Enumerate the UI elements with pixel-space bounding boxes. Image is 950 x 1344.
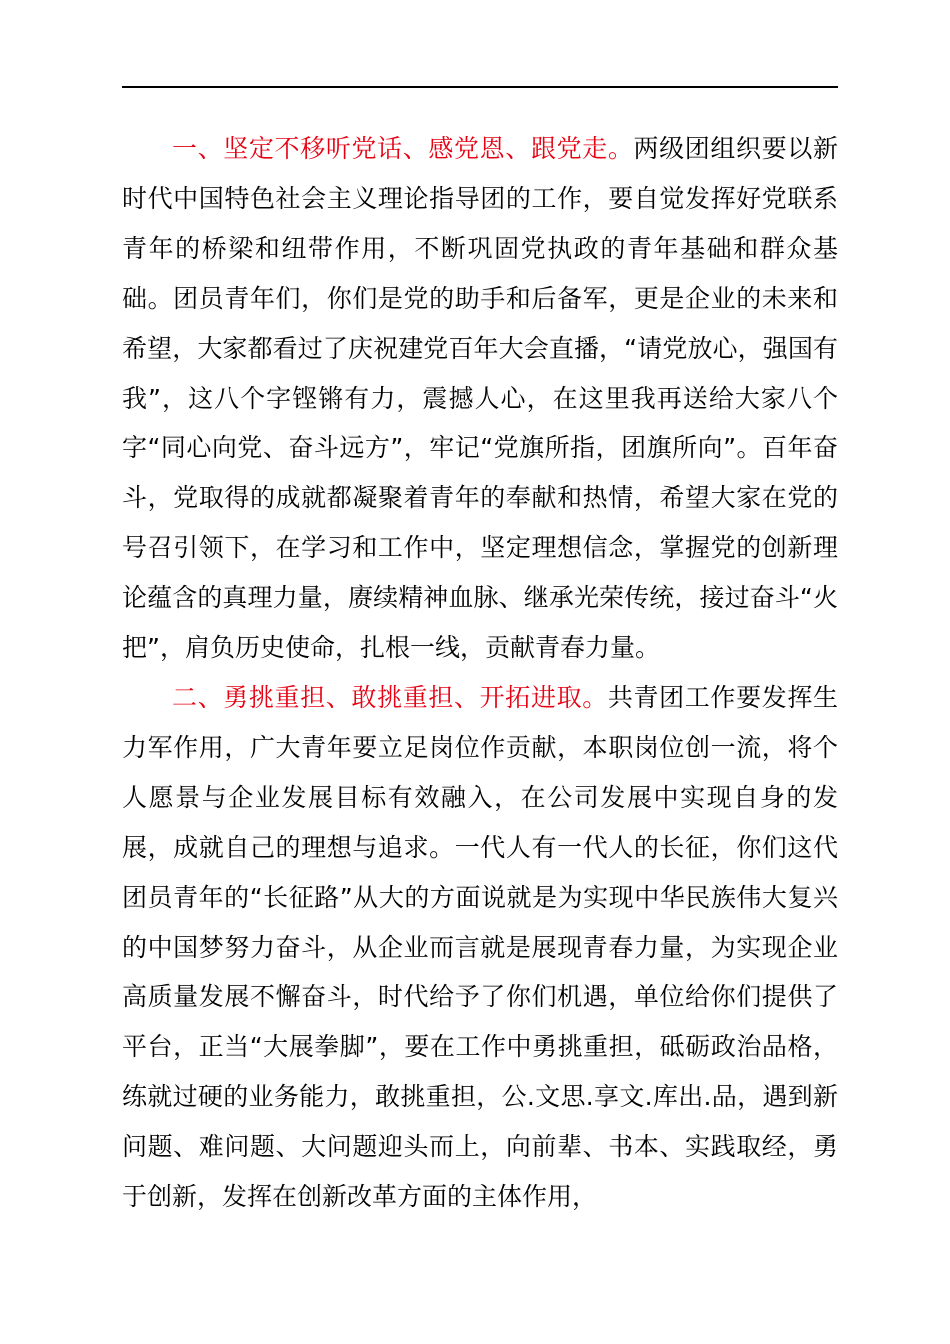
paragraph-2-heading: 二、勇挑重担、敢挑重担、开拓进取。	[172, 682, 608, 712]
paragraph-1-heading: 一、坚定不移听党话、感党恩、跟党走。	[172, 134, 634, 163]
header-rule	[122, 86, 838, 88]
paragraph-2-text: 共青团工作要发挥生力军作用，广大青年要立足岗位作贡献，本职岗位创一流，将个人愿景与企业发展目标有效融入，在公司发展中实现自身的发展，成就自己的理想与追求。一代人有一代人的长征，你们这代团员青年的“长征路”从大的方面说就是为实现中华民族伟大复兴的中国梦努力奋斗，从企业而言就是展现青春力量，为实现企业高质量发展不懈奋斗，时代给予了你们机遇，单位给你们提供了平台，正当“大展拳脚”，要在工作中勇挑重担，砥砺政治品格，练就过硬的业务能力，敢挑重担，公.文思.享文.库出.品，遇到新问题、难问题、大问题迎头而上，向前辈、书本、实践取经，勇于创新，发挥在创新改革方面的主体作用，	[122, 682, 838, 1212]
document-body	[122, 124, 838, 1222]
paragraph-1	[122, 124, 838, 673]
paragraph-2	[122, 673, 838, 1222]
paragraph-1-text: 两级团组织要以新时代中国特色社会主义理论指导团的工作，要自觉发挥好党联系青年的桥梁和纽带作用，不断巩固党执政的青年基础和群众基础。团员青年们，你们是党的助手和后备军，更是企业的未来和希望，大家都看过了庆祝建党百年大会直播，“请党放心，强国有我”，这八个字铿锵有力，震撼人心，在这里我再送给大家八个字“同心向党、奋斗远方”，牢记“党旗所指，团旗所向”。百年奋斗，党取得的成就都凝聚着青年的奉献和热情，希望大家在党的号召引领下，在学习和工作中，坚定理想信念，掌握党的创新理论蕴含的真理力量，赓续精神血脉、继承光荣传统，接过奋斗“火把”，肩负历史使命，扎根一线，贡献青春力量。	[122, 134, 838, 663]
